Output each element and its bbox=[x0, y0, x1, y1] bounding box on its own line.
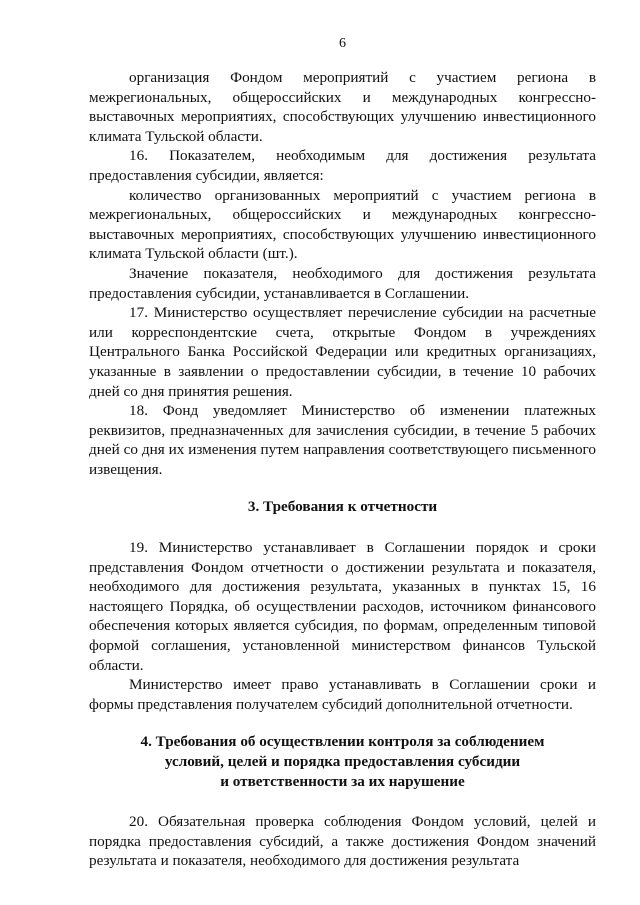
page-number: 6 bbox=[339, 36, 346, 51]
paragraph-indicator-count: количество организованных мероприятий с участием региона в межрегиональных, общероссийских и международных конгрессно-выставочных мероприятиях, способствующих улучшению инвестиционного климата Тульской области (шт.). bbox=[89, 186, 596, 263]
spacer bbox=[89, 791, 596, 812]
paragraph-item-17: 17. Министерство осуществляет перечисление субсидии на расчетные или корреспондентские счета, открытые Фондом в учреждениях Центрального Банка Российской Федерации или кредитных организациях, указанные в заявлении о предоставлении субсидии, в течение 10 рабочих дней со дня принятия решения. bbox=[89, 304, 596, 400]
paragraph-item-20: 20. Обязательная проверка соблюдения Фондом условий, целей и порядка предоставления субсидий, а также достижения Фондом значений результата и показателя, необходимого для достижения результата bbox=[89, 813, 596, 870]
paragraph-item-18: 18. Фонд уведомляет Министерство об изменении платежных реквизитов, предназначенных для зачисления субсидии, в течение 5 рабочих дней со дня их изменения путем направления соответствующего письменного извещения. bbox=[89, 402, 596, 478]
paragraph-item-16: 16. Показателем, необходимым для достижения результата предоставления субсидии, является: bbox=[89, 147, 596, 184]
section-4-heading bbox=[89, 732, 596, 791]
spacer bbox=[89, 714, 596, 732]
section-3-heading: 3. Требования к отчетности bbox=[247, 498, 438, 516]
section-4-heading-line: условий, целей и порядка предоставления субсидии bbox=[164, 753, 521, 770]
spacer bbox=[89, 517, 596, 538]
section-4-heading-line: и ответственности за их нарушение bbox=[220, 772, 465, 790]
paragraph-item-19: 19. Министерство устанавливает в Соглашении порядок и сроки представления Фондом отчетности о достижении результата и показателя, необходимого для достижения результата, указанных в пунктах 15, 16 настоящего Порядка, об осуществлении расходов, источником финансового обеспечения которых является субсидия, по формам, определенным типовой формой соглашения, установленной министерством финансов Тульской области. bbox=[89, 539, 596, 674]
paragraph-additional-reporting: Министерство имеет право устанавливать в Соглашении сроки и формы представления получателем субсидий дополнительной отчетности. bbox=[89, 676, 596, 713]
section-4-heading-line: 4. Требования об осуществлении контроля за соблюдением bbox=[140, 733, 545, 751]
spacer bbox=[89, 479, 596, 497]
paragraph-event-organization: организация Фондом мероприятий с участием региона в межрегиональных, общероссийских и международных конгрессно-выставочных мероприятиях, способствующих улучшению инвестиционного климата Тульской области. bbox=[89, 69, 596, 145]
paragraph-indicator-value: Значение показателя, необходимого для достижения результата предоставления субсидии, устанавливается в Соглашении. bbox=[89, 264, 596, 302]
